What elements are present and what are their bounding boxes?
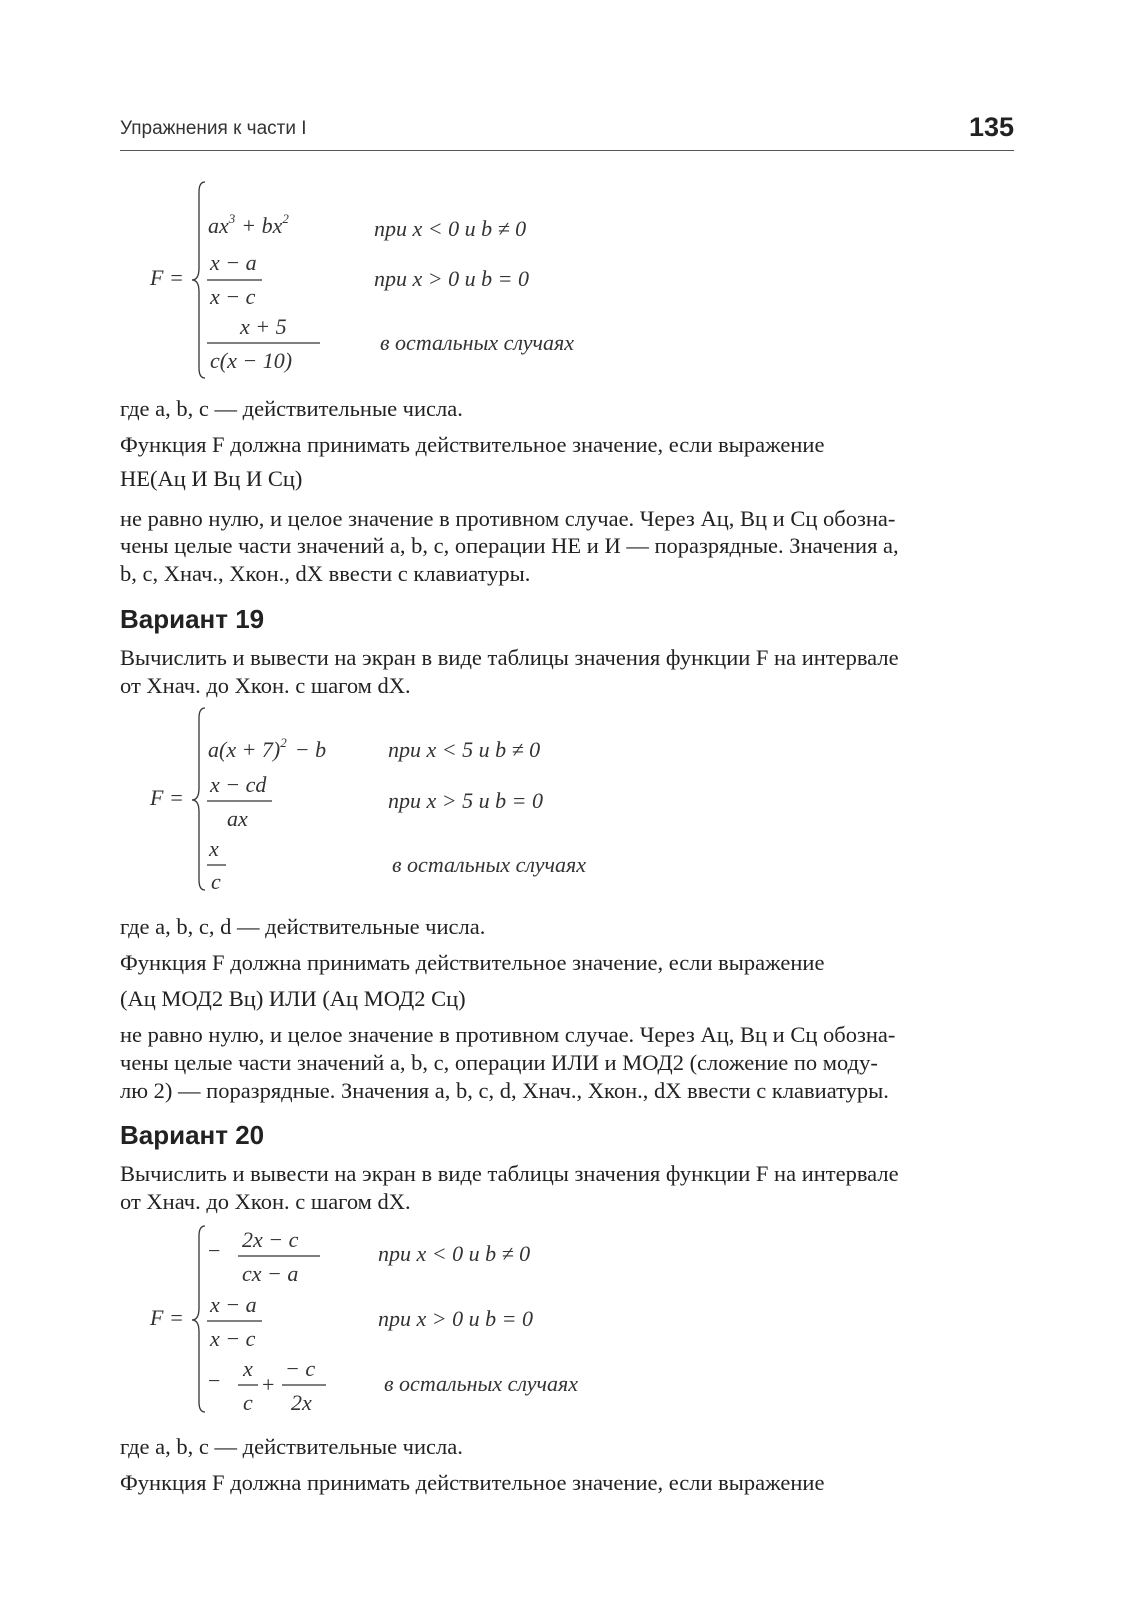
case3-numerator-2: − c bbox=[285, 1356, 316, 1381]
case1-denominator: cx − a bbox=[242, 1261, 299, 1286]
where-clause: где a, b, c — действительные числа. bbox=[120, 396, 463, 421]
function-condition: Функция F должна принимать действительное значение, если выражение bbox=[120, 1470, 825, 1495]
left-brace bbox=[192, 708, 205, 890]
where-clause: где a, b, c — действительные числа. bbox=[120, 1434, 463, 1459]
intro-line: от Хнач. до Хкон. с шагом dX. bbox=[120, 1189, 411, 1214]
case2-numerator: x − a bbox=[210, 250, 257, 275]
case3-denominator: c(x − 10) bbox=[210, 348, 293, 373]
formula-v19 bbox=[149, 708, 586, 894]
paragraph-line: b, c, Хнач., Хкон., dX ввести с клавиатуры. bbox=[120, 561, 531, 586]
case3-numerator: x + 5 bbox=[240, 314, 287, 339]
header-title: Упражнения к части I bbox=[120, 118, 307, 139]
intro-line: Вычислить и вывести на экран в виде таблицы значения функции F на интервале bbox=[120, 645, 899, 670]
section-heading: Вариант 20 bbox=[120, 1120, 265, 1150]
case2-condition: при x > 0 и b = 0 bbox=[378, 1306, 533, 1331]
expression: (Ац МОД2 Вц) ИЛИ (Ац МОД2 Сц) bbox=[120, 986, 466, 1011]
case3-numerator: x bbox=[209, 836, 219, 861]
case3-denominator: c bbox=[211, 869, 221, 894]
formula-lhs: F = bbox=[150, 785, 184, 810]
formula-v20 bbox=[149, 1226, 578, 1415]
paragraph-line: не равно нулю, и целое значение в противном случае. Через Ац, Вц и Сц обозна- bbox=[120, 1022, 896, 1047]
case3-condition: в остальных случаях bbox=[380, 330, 574, 355]
case3-sign: − bbox=[208, 1368, 221, 1393]
section-heading: Вариант 19 bbox=[120, 604, 265, 634]
case2-denominator: x − c bbox=[210, 284, 256, 309]
formula-lhs: F = bbox=[150, 1305, 184, 1330]
left-brace bbox=[192, 1226, 205, 1412]
expression: НЕ(Ац И Вц И Сц) bbox=[120, 466, 303, 491]
paragraph-line: не равно нулю, и целое значение в противном случае. Через Ац, Вц и Сц обозна- bbox=[120, 506, 896, 531]
case2-numerator: x − cd bbox=[210, 772, 267, 797]
case3-condition: в остальных случаях bbox=[392, 852, 586, 877]
case2-denominator: ax bbox=[227, 806, 248, 831]
intro-line: от Хнач. до Хкон. с шагом dX. bbox=[120, 673, 411, 698]
case3-numerator-1: x bbox=[243, 1356, 253, 1381]
function-condition: Функция F должна принимать действительное значение, если выражение bbox=[120, 432, 825, 457]
case2-condition: при x > 0 и b = 0 bbox=[374, 266, 529, 291]
case1-condition: при x < 0 и b ≠ 0 bbox=[374, 216, 527, 241]
formula-v18 bbox=[149, 182, 574, 378]
left-brace bbox=[192, 182, 205, 378]
case3-denominator-2: 2x bbox=[291, 1390, 312, 1415]
case1-expr: $ax^3 + bx^2$ bbox=[208, 211, 289, 238]
case1-numerator: 2x − c bbox=[242, 1227, 299, 1252]
formula-lhs: F = bbox=[150, 265, 184, 290]
case2-denominator: x − c bbox=[210, 1326, 256, 1351]
case2-condition: при x > 5 и b = 0 bbox=[388, 788, 543, 813]
paragraph-line: чены целые части значений a, b, c, операции ИЛИ и МОД2 (сложение по моду- bbox=[120, 1050, 878, 1075]
paragraph-line: чены целые части значений a, b, c, операции НЕ и И — поразрядные. Значения a, bbox=[120, 533, 899, 558]
case3-denominator-1: c bbox=[243, 1390, 253, 1415]
case1-condition: при x < 5 и b ≠ 0 bbox=[388, 737, 541, 762]
where-clause: где a, b, c, d — действительные числа. bbox=[120, 914, 486, 939]
case2-numerator: x − a bbox=[210, 1292, 257, 1317]
case3-plus: + bbox=[262, 1372, 275, 1397]
intro-line: Вычислить и вывести на экран в виде таблицы значения функции F на интервале bbox=[120, 1161, 899, 1186]
case1-expr: $a(x + 7)^2 - b$ bbox=[208, 735, 327, 762]
case3-condition: в остальных случаях bbox=[384, 1371, 578, 1396]
paragraph-line: лю 2) — поразрядные. Значения a, b, c, d, Хнач., Хкон., dX ввести с клавиатуры. bbox=[120, 1078, 889, 1103]
case1-sign: − bbox=[208, 1238, 221, 1263]
case1-condition: при x < 0 и b ≠ 0 bbox=[378, 1241, 531, 1266]
function-condition: Функция F должна принимать действительное значение, если выражение bbox=[120, 950, 825, 975]
page-number: 135 bbox=[968, 112, 1014, 142]
